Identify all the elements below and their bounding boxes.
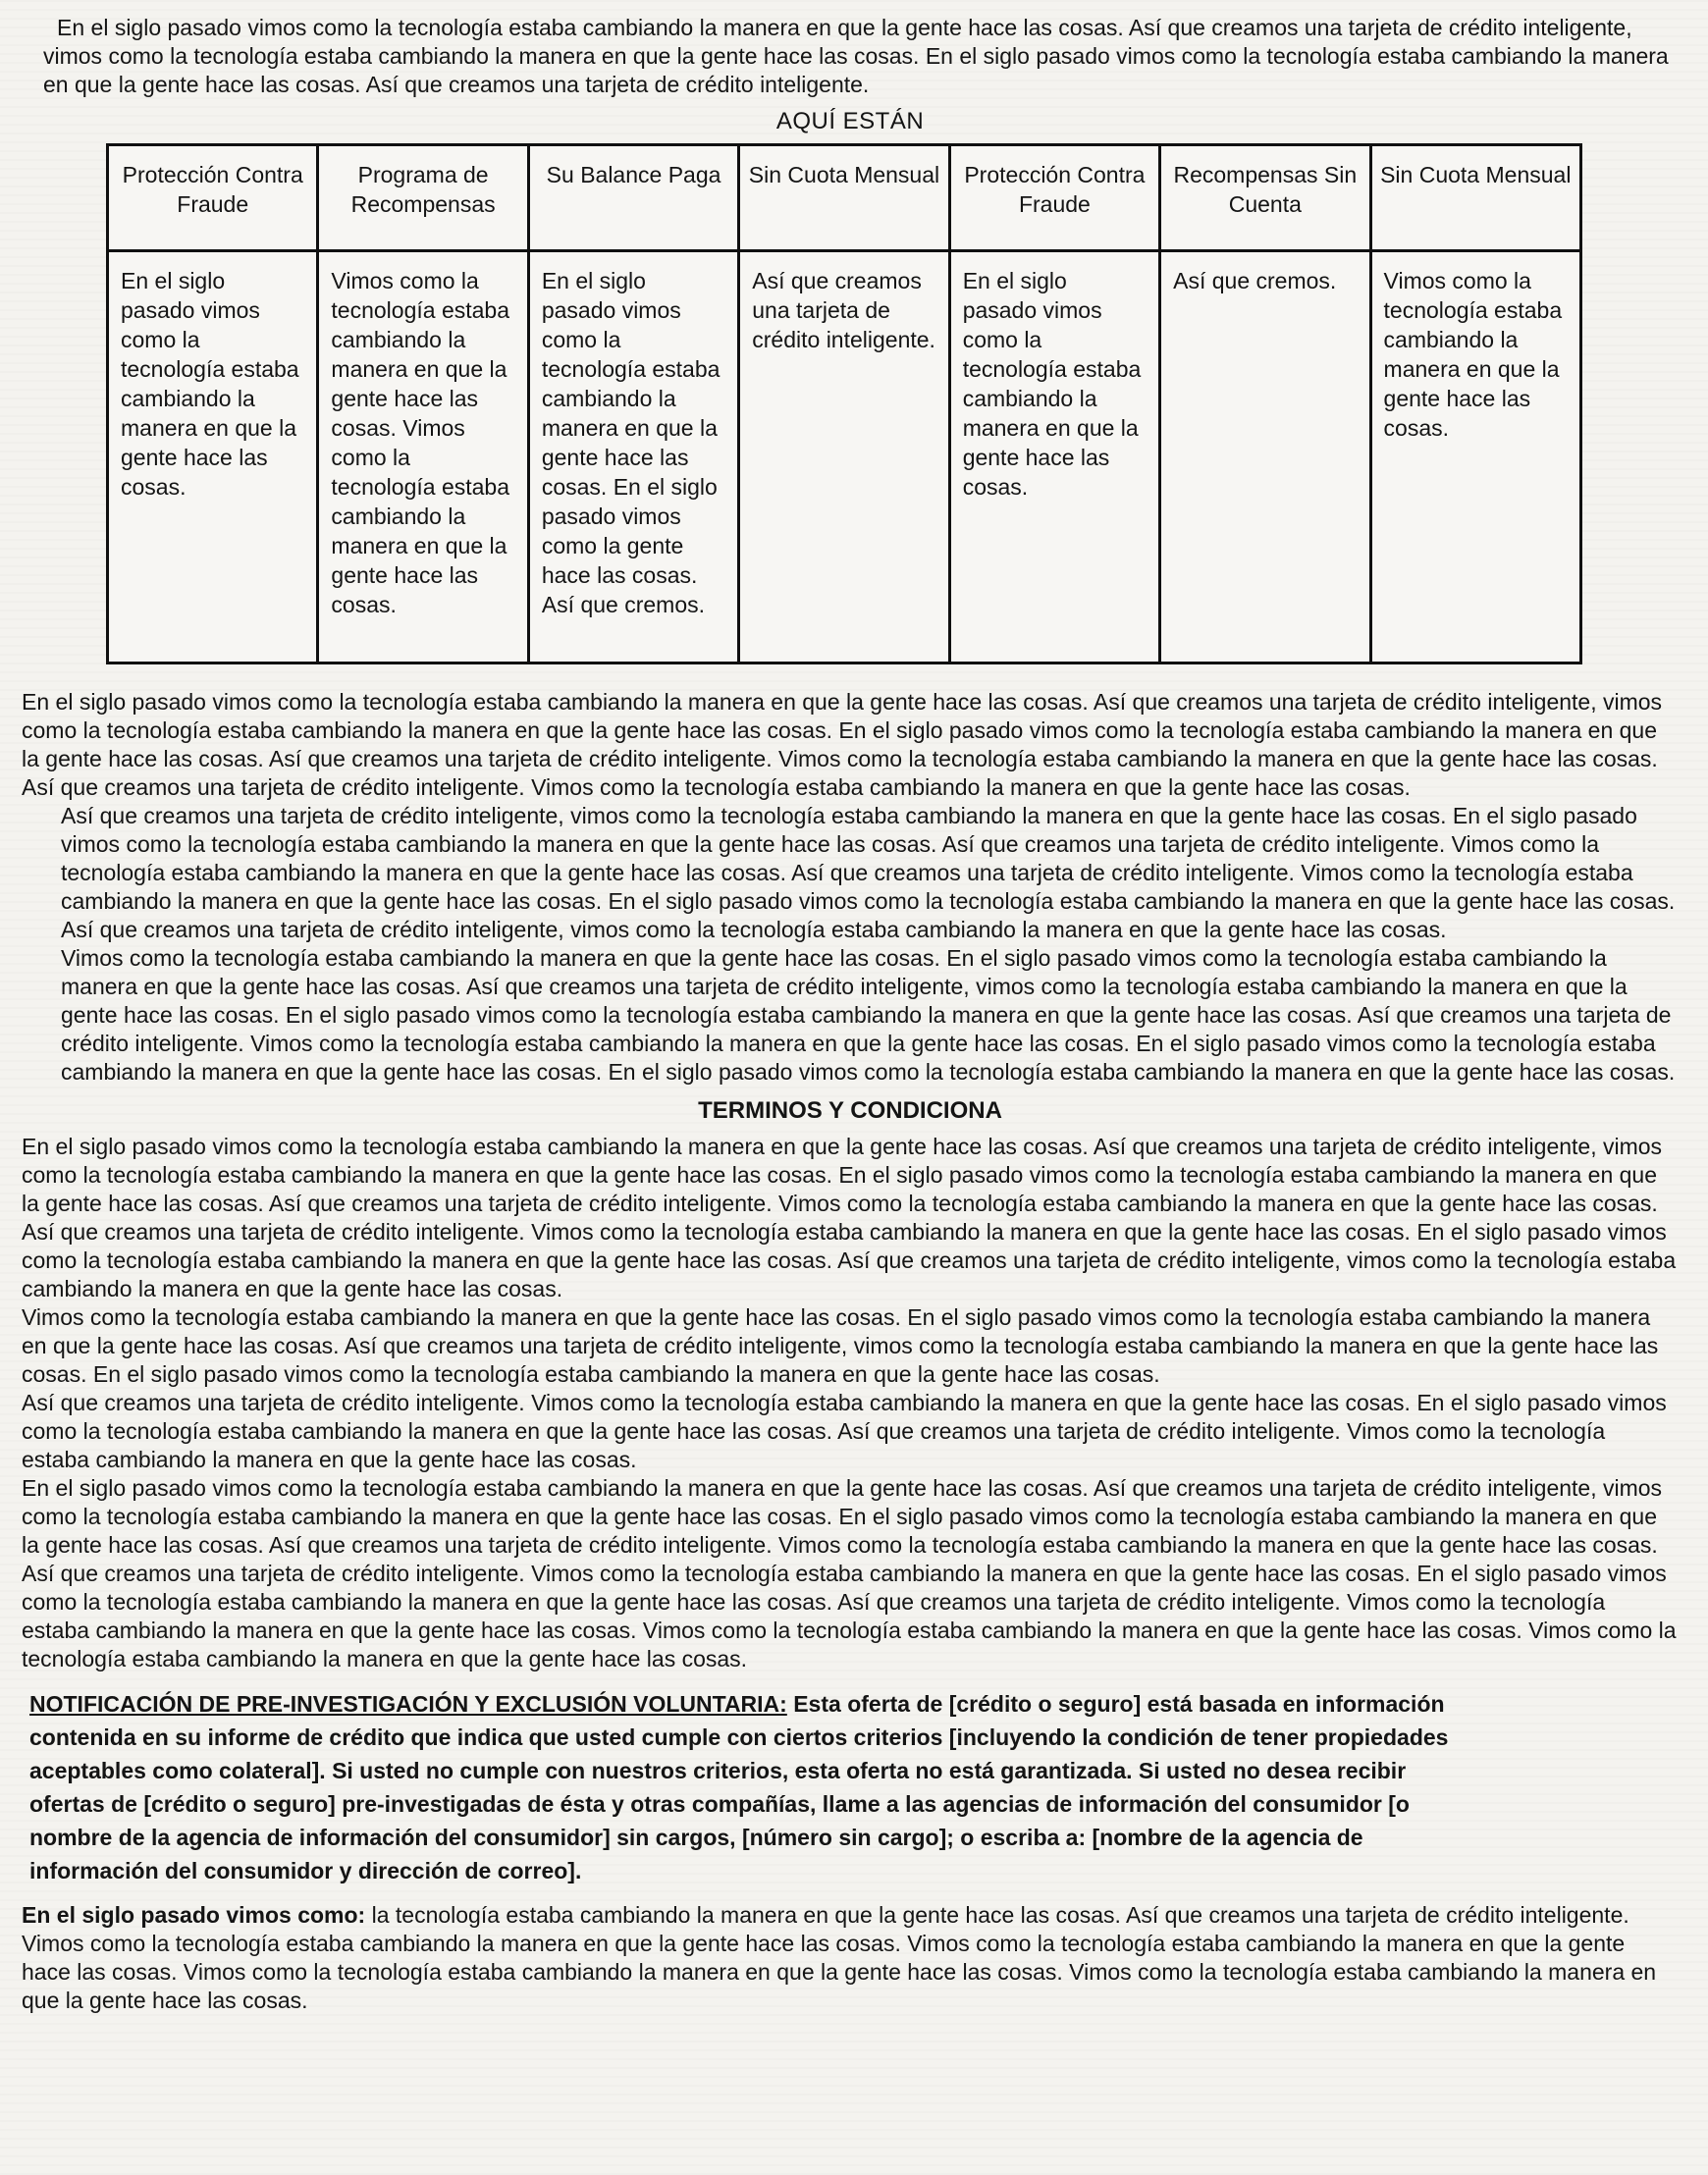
table-header-programa-de-recompensas: Programa de Recompensas bbox=[318, 145, 528, 251]
notice-heading: NOTIFICACIÓN DE PRE-INVESTIGACIÓN Y EXCLUSIÓN VOLUNTARIA: bbox=[29, 1691, 787, 1717]
benefits-table-body-row bbox=[108, 251, 1581, 663]
benefits-table-header-row bbox=[108, 145, 1581, 251]
table-header-proteccion-contra-fraude: Protección Contra Fraude bbox=[108, 145, 318, 251]
prescreen-opt-out-notice bbox=[29, 1687, 1472, 1887]
table-cell-sin-cuota-mensual: Así que creamos una tarjeta de crédito inteligente. bbox=[739, 251, 949, 663]
benefits-table bbox=[106, 143, 1582, 664]
table-header-su-balance-paga: Su Balance Paga bbox=[528, 145, 738, 251]
table-cell-proteccion-contra-fraude: En el siglo pasado vimos como la tecnología estaba cambiando la manera en que la gente hace las cosas. bbox=[108, 251, 318, 663]
body-paragraph-3-indented: Vimos como la tecnología estaba cambiando la manera en que la gente hace las cosas. En el siglo pasado vimos como la tecnología estaba cambiando la manera en que la gente hace las cosas. Así que creamos una tarjeta de crédito inteligente, vimos como la tecnología estaba cambiando la manera en que la gente hace las cosas. En el siglo pasado vimos como la tecnología estaba cambiando la manera en que la gente hace las cosas. Así que creamos una tarjeta de crédito inteligente. Vimos como la tecnología estaba cambiando la manera en que la gente hace las cosas. En el siglo pasado vimos como la tecnología estaba cambiando la manera en que la gente hace las cosas. En el siglo pasado vimos como la tecnología estaba cambiando la manera en que la gente hace las cosas. bbox=[61, 945, 1676, 1085]
table-header-sin-cuota-mensual: Sin Cuota Mensual bbox=[739, 145, 949, 251]
terms-heading: TERMINOS Y CONDICIONA bbox=[698, 1097, 1002, 1124]
table-header-sin-cuota-mensual-2: Sin Cuota Mensual bbox=[1370, 145, 1580, 251]
table-cell-sin-cuota-mensual-2: Vimos como la tecnología estaba cambiando la manera en que la gente hace las cosas. bbox=[1370, 251, 1580, 663]
table-header-proteccion-contra-fraude-2: Protección Contra Fraude bbox=[949, 145, 1159, 251]
footer-lead: En el siglo pasado vimos como: bbox=[22, 1902, 366, 1928]
terms-paragraph-3: Vimos como la tecnología estaba cambiando la manera en que la gente hace las cosas. En el siglo pasado vimos como la tecnología estaba cambiando la manera en que la gente hace las cosas. Así que creamos una tarjeta de crédito inteligente, vimos como la tecnología estaba cambiando la manera en que la gente hace las cosas. En el siglo pasado vimos como la tecnología estaba cambiando la manera en que la gente hace las cosas. bbox=[22, 1304, 1659, 1387]
table-title: AQUÍ ESTÁN bbox=[775, 108, 925, 134]
footer-body: la tecnología estaba cambiando la manera en que la gente hace las cosas. Así que creamos una tarjeta de crédito inteligente. Vimos como la tecnología estaba cambiando la manera en que la gente hace las cosas. Vimos como la tecnología estaba cambiando la manera en que la gente hace las cosas. Vimos como la tecnología estaba cambiando la manera en que la gente hace las cosas. Vimos como la tecnología estaba cambiando la manera en que la gente hace las cosas. bbox=[22, 1902, 1657, 2013]
table-header-recompensas-sin-cuenta: Recompensas Sin Cuenta bbox=[1160, 145, 1370, 251]
terms-paragraph-5: En el siglo pasado vimos como la tecnología estaba cambiando la manera en que la gente hace las cosas. Así que creamos una tarjeta de crédito inteligente, vimos como la tecnología estaba cambiando la manera en que la gente hace las cosas. En el siglo pasado vimos como la tecnología estaba cambiando la manera en que la gente hace las cosas. Así que creamos una tarjeta de crédito inteligente. Vimos como la tecnología estaba cambiando la manera en que la gente hace las cosas. Así que creamos una tarjeta de crédito inteligente. Vimos como la tecnología estaba cambiando la manera en que la gente hace las cosas. En el siglo pasado vimos como la tecnología estaba cambiando la manera en que la gente hace las cosas. Así que creamos una tarjeta de crédito inteligente. Vimos como la tecnología estaba cambiando la manera en que la gente hace las cosas. Vimos como la tecnología estaba cambiando la manera en que la gente hace las cosas. Vimos como la tecnología estaba cambiando la manera en que la gente hace las cosas. bbox=[22, 1475, 1677, 1671]
body-paragraph-1: En el siglo pasado vimos como la tecnología estaba cambiando la manera en que la gente hace las cosas. Así que creamos una tarjeta de crédito inteligente, vimos como la tecnología estaba cambiando la manera en que la gente hace las cosas. En el siglo pasado vimos como la tecnología estaba cambiando la manera en que la gente hace las cosas. Así que creamos una tarjeta de crédito inteligente. Vimos como la tecnología estaba cambiando la manera en que la gente hace las cosas. Así que creamos una tarjeta de crédito inteligente. Vimos como la tecnología estaba cambiando la manera en que la gente hace las cosas. bbox=[22, 689, 1663, 800]
notice-body: Esta oferta de [crédito o seguro] está basada en información contenida en su informe de crédito que indica que usted cumple con ciertos criterios [incluyendo la condición de tener propiedades aceptables como colateral]. Si usted no cumple con nuestros criterios, esta oferta no está garantizada. Si usted no desea recibir ofertas de [crédito o seguro] pre-investigadas de ésta y otras compañías, llame a las agencias de información del consumidor [o nombre de la agencia de información del consumidor] sin cargos, [número sin cargo]; o escriba a: [nombre de la agencia de información del consumidor y dirección de correo]. bbox=[29, 1691, 1449, 1883]
table-cell-su-balance-paga: En el siglo pasado vimos como la tecnología estaba cambiando la manera en que la gente hace las cosas. En el siglo pasado vimos como la gente hace las cosas. Así que cremos. bbox=[528, 251, 738, 663]
table-cell-recompensas-sin-cuenta: Así que cremos. bbox=[1160, 251, 1370, 663]
intro-paragraph: En el siglo pasado vimos como la tecnología estaba cambiando la manera en que la gente hace las cosas. Así que creamos una tarjeta de crédito inteligente, vimos como la tecnología estaba cambiando la manera en que la gente hace las cosas. En el siglo pasado vimos como la tecnología estaba cambiando la manera en que la gente hace las cosas. Así que creamos una tarjeta de crédito inteligente. bbox=[43, 15, 1669, 97]
body-paragraph-2-indented: Así que creamos una tarjeta de crédito inteligente, vimos como la tecnología estaba cambiando la manera en que la gente hace las cosas. En el siglo pasado vimos como la tecnología estaba cambiando la manera en que la gente hace las cosas. Así que creamos una tarjeta de crédito inteligente. Vimos como la tecnología estaba cambiando la manera en que la gente hace las cosas. Así que creamos una tarjeta de crédito inteligente. Vimos como la tecnología estaba cambiando la manera en que la gente hace las cosas. En el siglo pasado vimos como la tecnología estaba cambiando la manera en que la gente hace las cosas. Así que creamos una tarjeta de crédito inteligente, vimos como la tecnología estaba cambiando la manera en que la gente hace las cosas. bbox=[61, 803, 1676, 942]
terms-paragraph-2: Así que creamos una tarjeta de crédito inteligente. Vimos como la tecnología estaba cambiando la manera en que la gente hace las cosas. En el siglo pasado vimos como la tecnología estaba cambiando la manera en que la gente hace las cosas. Así que creamos una tarjeta de crédito inteligente, vimos como la tecnología estaba cambiando la manera en que la gente hace las cosas. bbox=[22, 1219, 1677, 1301]
terms-paragraph-4: Así que creamos una tarjeta de crédito inteligente. Vimos como la tecnología estaba cambiando la manera en que la gente hace las cosas. En el siglo pasado vimos como la tecnología estaba cambiando la manera en que la gente hace las cosas. Así que creamos una tarjeta de crédito inteligente. Vimos como la tecnología estaba cambiando la manera en que la gente hace las cosas. bbox=[22, 1390, 1667, 1472]
footer-paragraph bbox=[22, 1901, 1679, 2015]
table-cell-programa-de-recompensas: Vimos como la tecnología estaba cambiando la manera en que la gente hace las cosas. Vimos como la tecnología estaba cambiando la manera en que la gente hace las cosas. bbox=[318, 251, 528, 663]
terms-paragraph-1: En el siglo pasado vimos como la tecnología estaba cambiando la manera en que la gente hace las cosas. Así que creamos una tarjeta de crédito inteligente, vimos como la tecnología estaba cambiando la manera en que la gente hace las cosas. En el siglo pasado vimos como la tecnología estaba cambiando la manera en que la gente hace las cosas. Así que creamos una tarjeta de crédito inteligente. Vimos como la tecnología estaba cambiando la manera en que la gente hace las cosas. bbox=[22, 1134, 1663, 1216]
table-cell-proteccion-contra-fraude-2: En el siglo pasado vimos como la tecnología estaba cambiando la manera en que la gente hace las cosas. bbox=[949, 251, 1159, 663]
